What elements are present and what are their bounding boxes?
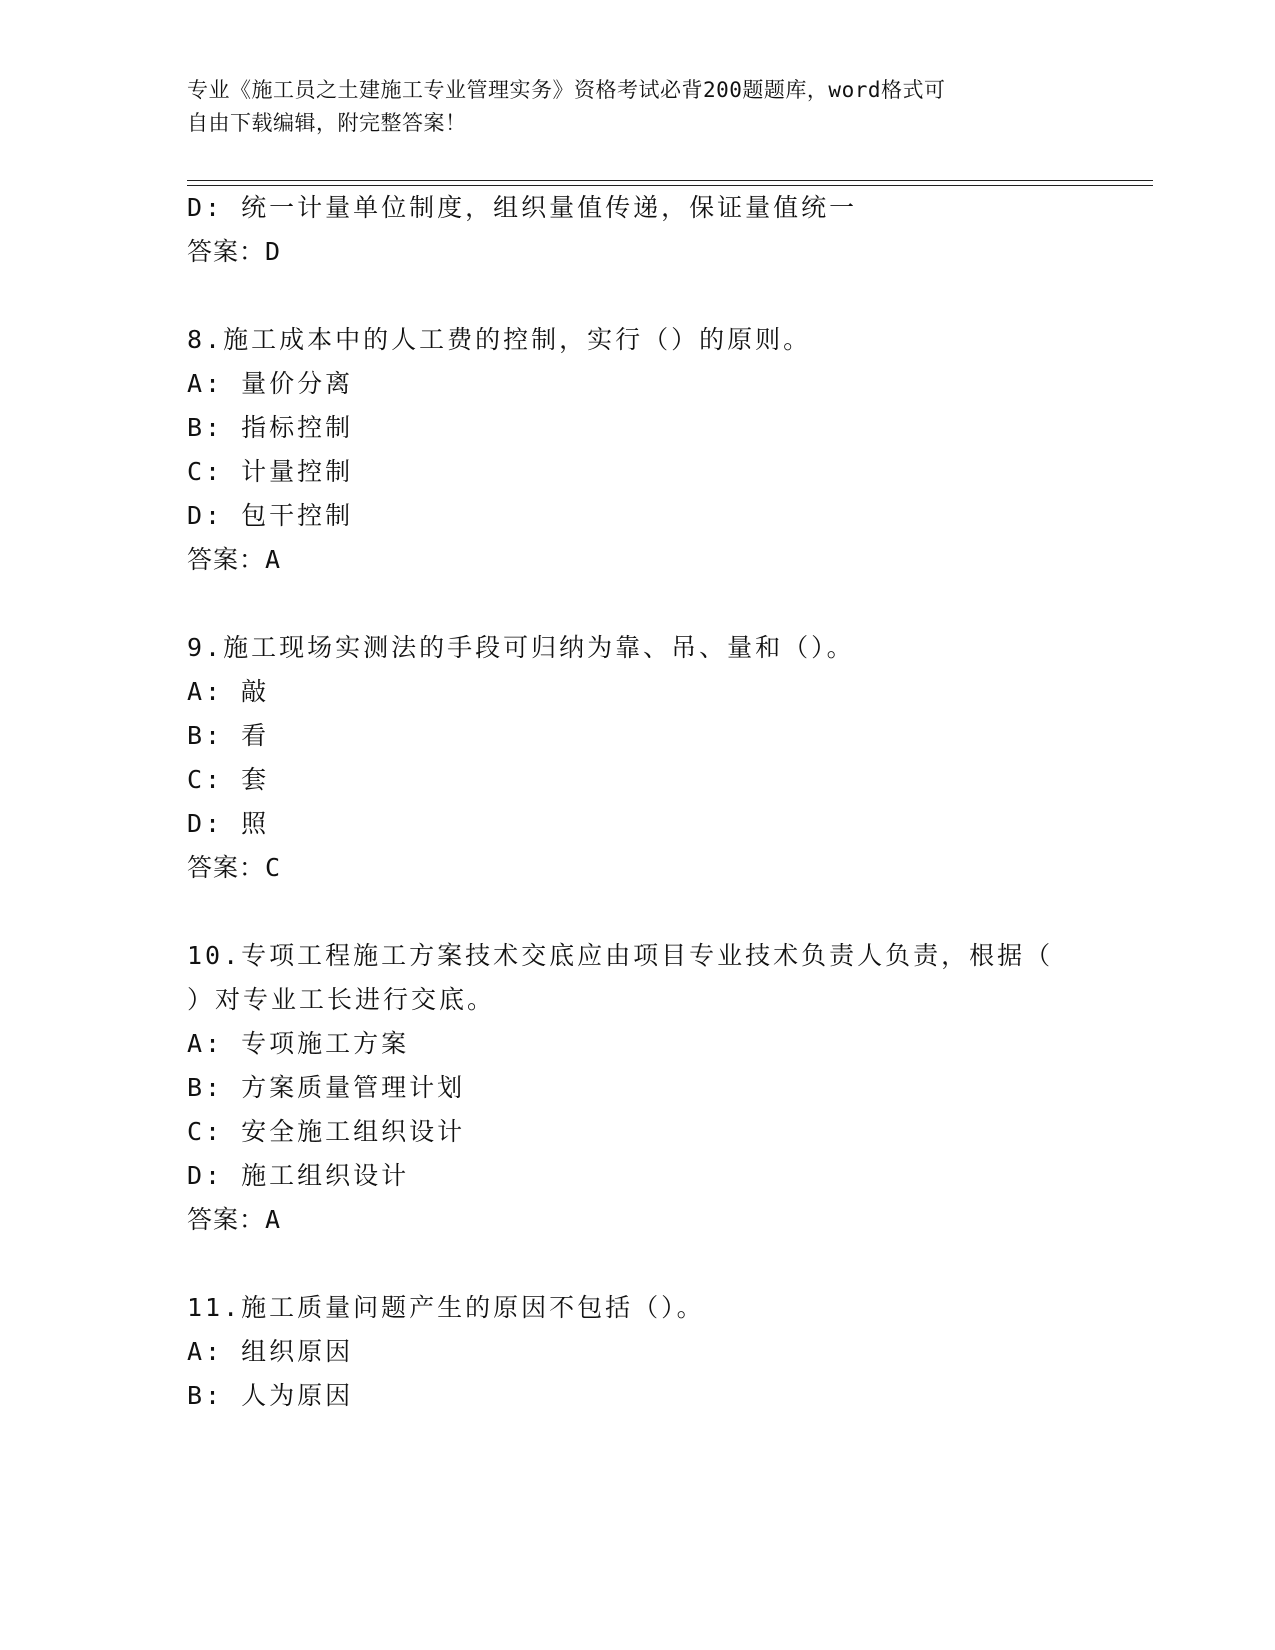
question-11-option-a: A: 组织原因	[187, 1337, 354, 1366]
question-8-option-c: C: 计量控制	[187, 457, 354, 486]
question-8-stem: 8.施工成本中的人工费的控制，实行（）的原则。	[187, 325, 812, 354]
header-divider-bottom	[187, 185, 1153, 186]
question-8-option-a: A: 量价分离	[187, 369, 354, 398]
header-title-line-1: 专业《施工员之土建施工专业管理实务》资格考试必背200题题库，word格式可	[187, 78, 946, 102]
question-10-option-d: D: 施工组织设计	[187, 1161, 410, 1190]
question-8-option-b: B: 指标控制	[187, 413, 354, 442]
question-8-answer: 答案：A	[187, 545, 282, 574]
header-title-line-2: 自由下载编辑，附完整答案！	[187, 111, 467, 135]
header-divider-top	[187, 180, 1153, 181]
question-10-option-b: B: 方案质量管理计划	[187, 1073, 466, 1102]
question-9-option-d: D: 照	[187, 809, 270, 838]
question-9-option-c: C: 套	[187, 765, 270, 794]
question-9-answer: 答案：C	[187, 853, 282, 882]
question-9-stem: 9.施工现场实测法的手段可归纳为靠、吊、量和（）。	[187, 633, 855, 662]
question-10-stem-line-2: ）对专业工长进行交底。	[187, 985, 496, 1014]
prev-question-option-d: D: 统一计量单位制度，组织量值传递，保证量值统一	[187, 193, 858, 222]
question-10-option-c: C: 安全施工组织设计	[187, 1117, 466, 1146]
question-10-answer: 答案：A	[187, 1205, 282, 1234]
question-9-option-b: B: 看	[187, 721, 270, 750]
prev-question-answer: 答案：D	[187, 237, 282, 266]
document-header	[187, 74, 1067, 140]
question-9-option-a: A: 敲	[187, 677, 270, 706]
question-11-option-b: B: 人为原因	[187, 1381, 354, 1410]
question-10-option-a: A: 专项施工方案	[187, 1029, 410, 1058]
question-8-option-d: D: 包干控制	[187, 501, 354, 530]
question-11-stem: 11.施工质量问题产生的原因不包括（）。	[187, 1293, 705, 1322]
question-10-stem-line-1: 10.专项工程施工方案技术交底应由项目专业技术负责人负责，根据（	[187, 941, 1054, 970]
